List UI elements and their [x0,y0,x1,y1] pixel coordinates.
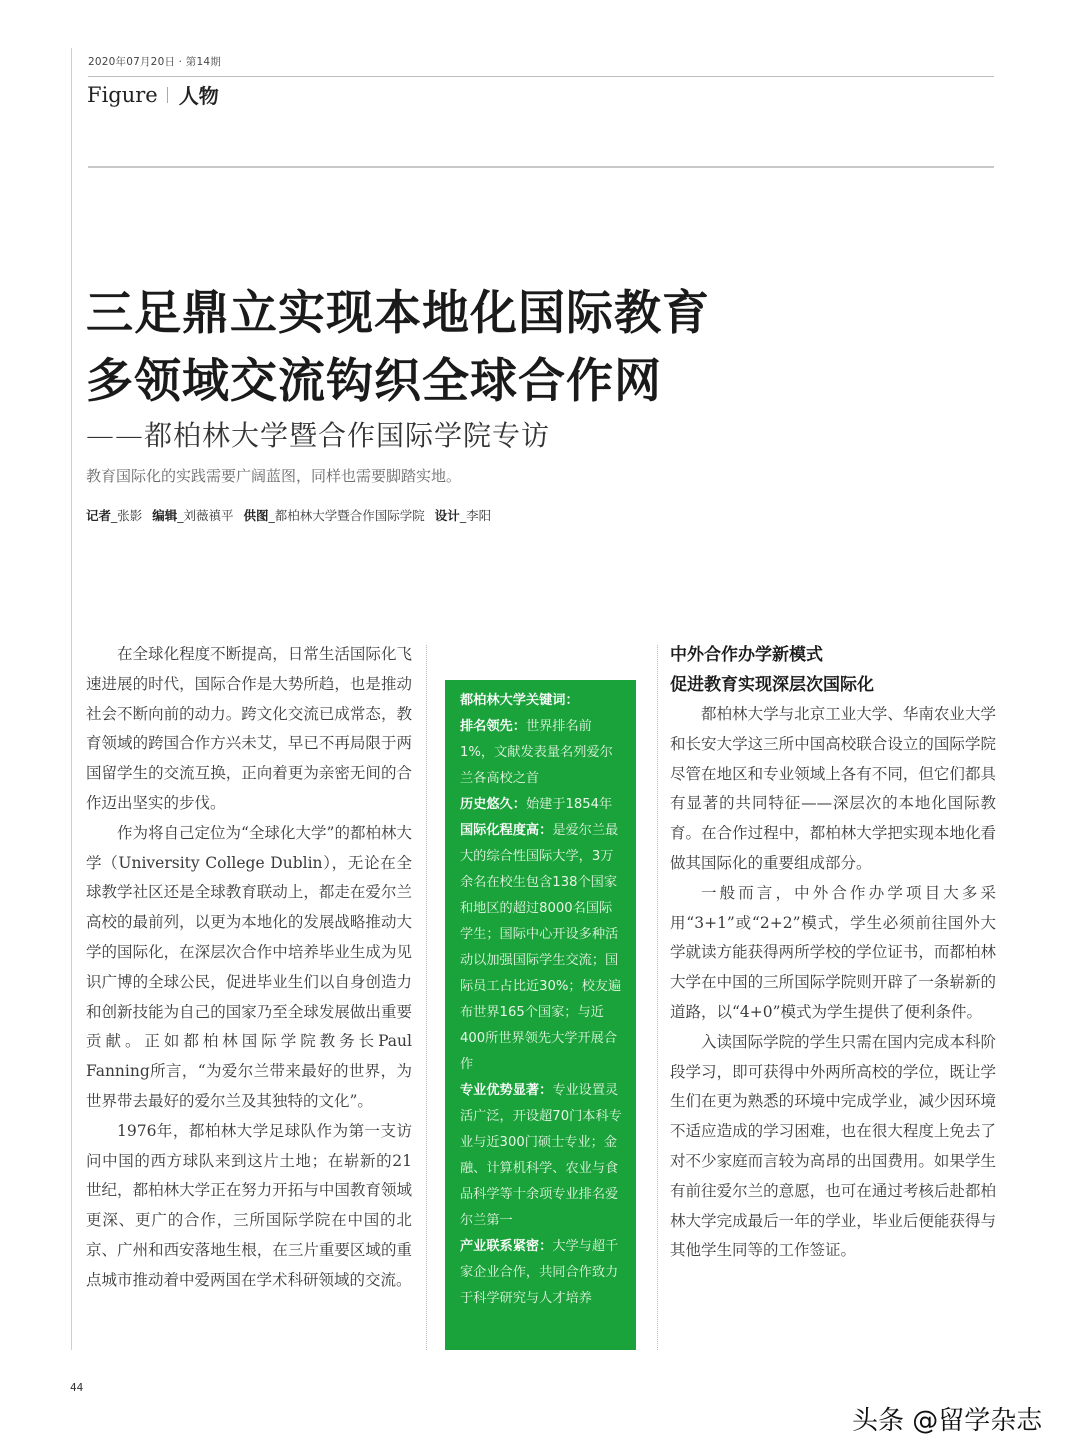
credit-name: _李阳 [459,508,492,523]
header-rule [88,76,994,77]
credit-name: _张影 [111,508,143,523]
title-rule [88,166,994,168]
credit-name: _刘薇禛平 [177,508,234,523]
body-paragraph: 一般而言，中外合作办学项目大多采用“3+1”或“2+2”模式，学生必须前往国外大学就读方能获得两所学校的学位证书，而都柏林大学在中国的三所国际学院则开辟了一条崭新的道路，以“4+0”模式为学生提供了便利条件。 [670,883,996,1021]
article-title [86,280,710,416]
title-line-1: 三足鼎立实现本地化国际教育 [86,286,710,341]
credit-role: 编辑 [152,508,178,523]
keyword-key: 国际化程度高： [460,823,553,838]
body-paragraph: 都柏林大学与北京工业大学、华南农业大学和长安大学这三所中国高校联合设立的国际学院尽管在地区和专业领域上各有不同，但它们都具有显著的共同特征——深层次的本地化国际教育。在合作过程中，都柏林大学把实现本地化看做其国际化的重要组成部分。 [670,705,996,872]
credit-role: 供图 [243,508,269,523]
keyword-item [460,792,622,818]
title-line-2: 多领域交流钩织全球合作网 [86,354,662,409]
left-margin-rule [71,48,72,1350]
section-label-en: Figure [87,82,158,107]
body-paragraph: 在全球化程度不断提高，日常生活国际化飞速进展的时代，国际合作是大势所趋，也是推动社会不断向前的动力。跨文化交流已成常态，教育领域的跨国合作方兴未艾，早已不再局限于两国留学生的交流互换，正向着更为亲密无间的合作迈出坚实的步伐。 [86,645,412,812]
column-divider [657,645,658,1350]
right-column [670,640,996,1266]
keyword-item [460,714,622,792]
keyword-text: 世界排名前1%，文献发表量名列爱尔兰各高校之首 [460,719,613,786]
keyword-sidebar-title: 都柏林大学关键词： [460,693,579,708]
keyword-text: 始建于1854年 [525,797,613,812]
section-label-cn: 人物 [178,84,219,108]
keyword-item [460,1234,622,1312]
section-label [87,80,219,109]
body-paragraph: 作为将自己定位为“全球化大学”的都柏林大学（University College Dublin），无论在全球教学社区还是全球教育联动上，都走在爱尔兰高校的最前列，以更为本地化的发展战略推动大学的国际化，在深层次合作中培养毕业生成为见识广博的全球公民，促进毕业生们以自身创造力和创新技能为自己的国家乃至全球发展做出重要贡献。正如都柏林国际学院教务长Paul Fanning所言，“为爱尔兰带来最好的世界，为世界带去最好的爱尔兰及其独特的文化”。 [86,823,412,1110]
keyword-text: 是爱尔兰最大的综合性国际大学，3万余名在校生包含138个国家和地区的超过8000名国际学生；国际中心开设多种活动以加强国际学生交流；国际员工占比近30%；校友遍布世界165个国家；与近400所世界领先大学开展合作 [460,823,622,1072]
keyword-key: 产业联系紧密： [460,1239,553,1254]
issue-date: 2020年07月20日 · 第14期 [88,56,221,68]
credit-name: _都柏林大学暨合作国际学院 [268,508,425,523]
keyword-item [460,818,622,1078]
source-watermark: 头条 @留学杂志 [852,1406,1043,1436]
credit-role: 记者 [86,508,112,523]
article-subtitle: ——都柏林大学暨合作国际学院专访 [86,419,551,452]
body-paragraph: 入读国际学院的学生只需在国内完成本科阶段学习，即可获得中外两所高校的学位，既让学生们在更为熟悉的环境中完成学业，减少因环境不适应造成的学习困难，也在很大程度上免去了对不少家庭而言较为高昂的出国费用。如果学生有前往爱尔兰的意愿，也可在通过考核后赴都柏林大学完成最后一年的学业，毕业后便能获得与其他学生同等的工作签证。 [670,1032,996,1260]
keyword-key: 排名领先： [460,719,526,734]
keyword-text: 专业设置灵活广泛，开设超70门本科专业与近300门硕士专业；金融、计算机科学、农业与食品科学等十余项专业排名爱尔兰第一 [460,1083,622,1228]
column-divider [426,645,427,1350]
left-column [86,640,412,1296]
keyword-key: 历史悠久： [460,797,526,812]
keyword-sidebar [445,680,636,1350]
section-heading-line-1: 中外合作办学新模式 [670,645,823,665]
section-heading-line-2: 促进教育实现深层次国际化 [670,675,874,695]
section-separator [167,87,168,103]
keyword-text: 大学与超千家企业合作，共同合作致力于科学研究与人才培养 [460,1239,619,1306]
page-number: 44 [70,1381,84,1394]
keyword-item [460,1078,622,1234]
credit-role: 设计 [434,508,460,523]
body-paragraph: 1976年，都柏林大学足球队作为第一支访问中国的西方球队来到这片土地；在崭新的21世纪，都柏林大学正在努力开拓与中国教育领域更深、更广的合作，三所国际学院在中国的北京、广州和西安落地生根，在三片重要区域的重点城市推动着中爱两国在学术科研领域的交流。 [86,1121,412,1289]
article-credits [86,506,497,524]
article-lede: 教育国际化的实践需要广阔蓝图，同样也需要脚踏实地。 [86,467,462,485]
keyword-key: 专业优势显著： [460,1083,553,1098]
